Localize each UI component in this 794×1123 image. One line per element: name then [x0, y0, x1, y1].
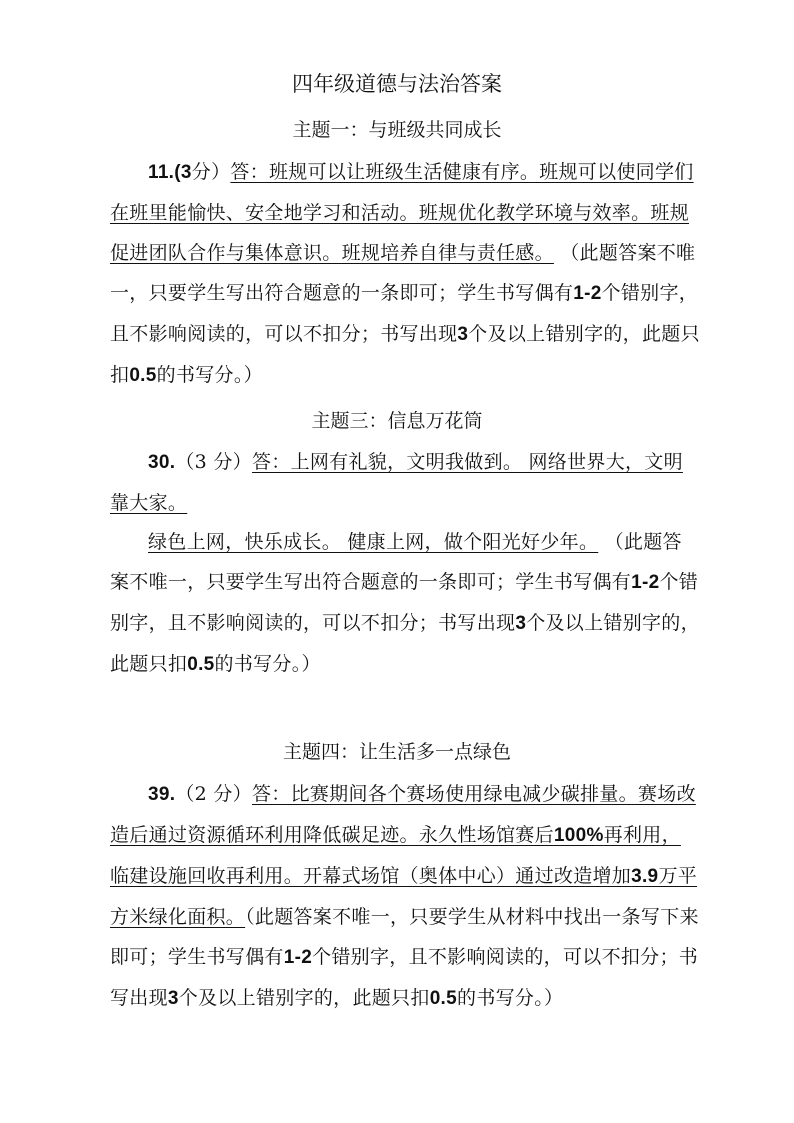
answer-text: 绿色上网，快乐成长。 健康上网，做个阳光好少年。 — [148, 531, 599, 553]
grading-note-number: 3 — [457, 324, 469, 345]
topic4-heading: 主题四：让生活多一点绿色 — [282, 741, 511, 763]
grading-note-number: 1-2 — [283, 947, 313, 968]
grading-note: 个及以上错别字的，此题只扣 — [110, 612, 700, 675]
answer-text: 再利用，临建设施回收再利用。开幕式场馆（奥体中心）通过改造增加 — [110, 824, 681, 887]
grading-note: 个错别字，且不影响阅读的，可以不扣分；书写出现 — [110, 571, 699, 634]
grading-note: 的书写分。） — [156, 364, 263, 386]
topic1-heading: 主题一：与班级共同成长 — [292, 119, 502, 141]
answer-text: 答：班规可以让班级生活健康有序。班规可以使同学们在班里能愉快、安全地学习和活动。班规优化教学环境与效率。班规促进团队合作与集体意识。班规培养自律与责任感。 — [110, 161, 694, 264]
grading-note-number: 3 — [515, 613, 527, 634]
question-number: 11.(3 — [148, 162, 192, 183]
question-score: （3 分） — [175, 451, 252, 473]
topic3-answer-paragraph — [110, 442, 700, 523]
grading-note-number: 1-2 — [573, 283, 602, 304]
answer-text: 答：比赛期间各个赛场使用绿电减少碳排量。赛场改造后通过资源循环利用降低碳足迹。永久性场馆赛后 — [110, 783, 696, 846]
question-score: （2 分） — [175, 783, 252, 805]
answer-text: 万平方米绿化面积。 — [110, 865, 698, 928]
question-score: 分） — [191, 161, 231, 183]
grading-note: （此题答案不唯一，只要学生写出符合题意的一条即可；学生书写偶有 — [110, 531, 682, 593]
grading-note: 个及以上错别字的，此题只扣 — [110, 323, 700, 386]
page-title: 四年级道德与法治答案 — [292, 72, 502, 96]
grading-note-number: 0.5 — [429, 988, 458, 1009]
topic3-answer-paragraph-2 — [110, 522, 700, 685]
grading-note: （此题答案不唯一，只要学生从材料中找出一条写下来即可；学生书写偶有 — [110, 906, 699, 968]
question-number: 30. — [148, 452, 176, 473]
topic4-answer-paragraph — [110, 774, 700, 1019]
grading-note: （此题答案不唯一，只要学生写出符合题意的一条即可；学生书写偶有 — [110, 242, 696, 304]
topic1-answer-paragraph — [110, 152, 700, 396]
answer-number: 100% — [553, 825, 604, 846]
answer-number: 3.9 — [631, 866, 659, 887]
grading-note-number: 3 — [167, 988, 179, 1009]
grading-note: 的书写分。） — [214, 653, 321, 675]
grading-note: 个错别字，且不影响阅读的，可以不扣分；书写出现 — [110, 282, 699, 345]
question-number: 39. — [148, 784, 176, 805]
grading-note-number: 1-2 — [631, 572, 660, 593]
grading-note: 的书写分。） — [457, 987, 564, 1009]
grading-note: 个及以上错别字的，此题只扣 — [178, 987, 430, 1009]
grading-note-number: 0.5 — [129, 365, 157, 386]
grading-note: 个错别字，且不影响阅读的，可以不扣分；书写出现 — [110, 946, 699, 1009]
grading-note-number: 0.5 — [187, 654, 215, 675]
answer-text: 答：上网有礼貌，文明我做到。 网络世界大，文明靠大家。 — [110, 451, 683, 514]
topic3-heading: 主题三：信息万花筒 — [311, 410, 483, 432]
